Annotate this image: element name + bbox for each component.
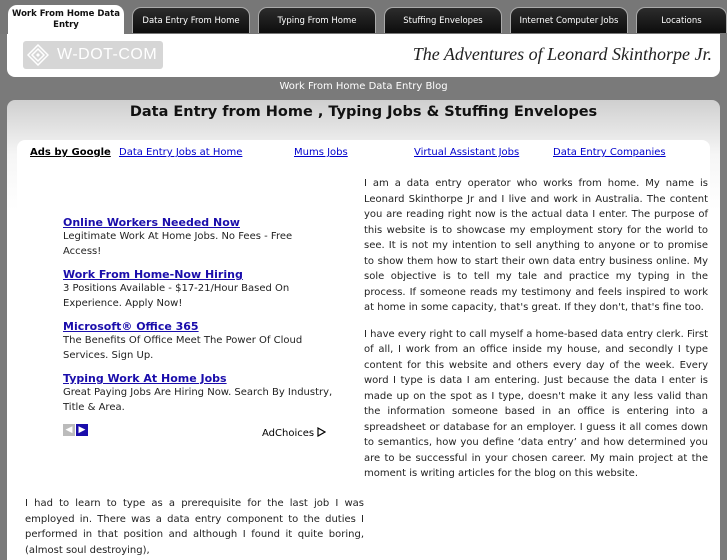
article-body-continued <box>25 496 364 558</box>
ad-block <box>63 216 333 424</box>
logo-text: W-DOT-COM <box>57 46 158 63</box>
ad-description: Legitimate Work At Home Jobs. No Fees - Free Access! <box>63 231 293 257</box>
content-panel <box>17 140 710 560</box>
ads-by-google-label[interactable]: Ads by Google <box>30 147 111 158</box>
nav-tabs <box>0 0 727 34</box>
page-title: Data Entry from Home , Typing Jobs & Stuffing Envelopes <box>129 104 598 120</box>
ad-unit <box>63 268 333 320</box>
diamond-logo-icon <box>27 44 49 66</box>
ad-link-virtual-assistant-jobs[interactable]: Virtual Assistant Jobs <box>414 147 520 158</box>
article-paragraph: I am a data entry operator who works from home. My name is Leonard Skinthorpe Jr and I live and work in Australia. The content you are reading right now is the actual data I enter. The purpose of this website is to showcase my employment story for the world to see. It is not my intention to sell anything to anyone or to promise to show them how to start their own data entry business online. My sole objective is to tell my tale and practice my typing in the process. If someone reads my testimony and feels inspired to work at home in some capacity, that's great. If they don't, that's fine too. <box>364 178 708 313</box>
ad-unit <box>63 320 333 372</box>
ad-title[interactable]: Microsoft® Office 365 <box>63 320 199 333</box>
ad-title[interactable]: Work From Home-Now Hiring <box>63 268 243 281</box>
tab-locations[interactable]: Locations <box>636 7 727 33</box>
ad-link-data-entry-jobs-at-home[interactable]: Data Entry Jobs at Home <box>119 147 243 158</box>
tab-internet-computer-jobs[interactable]: Internet Computer Jobs <box>510 7 628 33</box>
ad-title[interactable]: Online Workers Needed Now <box>63 216 240 229</box>
site-header <box>7 34 720 77</box>
ad-unit <box>63 372 333 424</box>
tab-stuffing-envelopes[interactable]: Stuffing Envelopes <box>384 7 502 33</box>
site-tagline: The Adventures of Leonard Skinthorpe Jr. <box>412 44 712 64</box>
ad-link-data-entry-companies[interactable]: Data Entry Companies <box>553 147 666 158</box>
blog-subtitle: Work From Home Data Entry Blog <box>279 81 448 92</box>
ad-pager <box>63 424 88 443</box>
ad-title[interactable]: Typing Work At Home Jobs <box>63 372 227 385</box>
ad-description: The Benefits Of Office Meet The Power Of Cloud Services. Sign Up. <box>63 335 303 361</box>
main-content <box>7 100 720 560</box>
chevron-left-icon[interactable]: ◀ <box>63 424 75 436</box>
article-paragraph: I have every right to call myself a home-based data entry clerk. First of all, I work from an office inside my house, and secondly I type content for this website and others every day of the week. Every word I type is data I am entering. Just because the data I enter is made up on the spot as I type, doesn't make it any less valid than the information someone based in an office is entering into a spreadsheet or database for an employer. I guess it all comes down to semantics, how you define ‘data entry’ and how determined you are to be successful in your chosen career. My main project at the moment is writing articles for the blog on this website. <box>364 328 708 479</box>
tab-data-entry-from-home[interactable]: Data Entry From Home <box>132 7 250 33</box>
adchoices-icon <box>317 427 326 437</box>
tab-work-from-home-data-entry[interactable]: Work From Home Data Entry <box>8 5 124 34</box>
ad-unit <box>63 216 333 268</box>
article-body <box>364 176 708 493</box>
tab-typing-from-home[interactable]: Typing From Home <box>258 7 376 33</box>
chevron-right-icon[interactable]: ▶ <box>76 424 88 436</box>
adchoices-link[interactable]: AdChoices <box>262 427 326 439</box>
ad-link-mums-jobs[interactable]: Mums Jobs <box>294 147 348 158</box>
article-paragraph: I had to learn to type as a prerequisite for the last job I was employed in. There was a data entry component to the duties I performed in that position and although I found it quite boring, (almost soul destroying), <box>25 498 364 556</box>
site-logo[interactable] <box>23 41 163 69</box>
ad-description: Great Paying Jobs Are Hiring Now. Search By Industry, Title & Area. <box>63 387 333 413</box>
ad-description: 3 Positions Available - $17-21/Hour Based On Experience. Apply Now! <box>63 283 290 309</box>
